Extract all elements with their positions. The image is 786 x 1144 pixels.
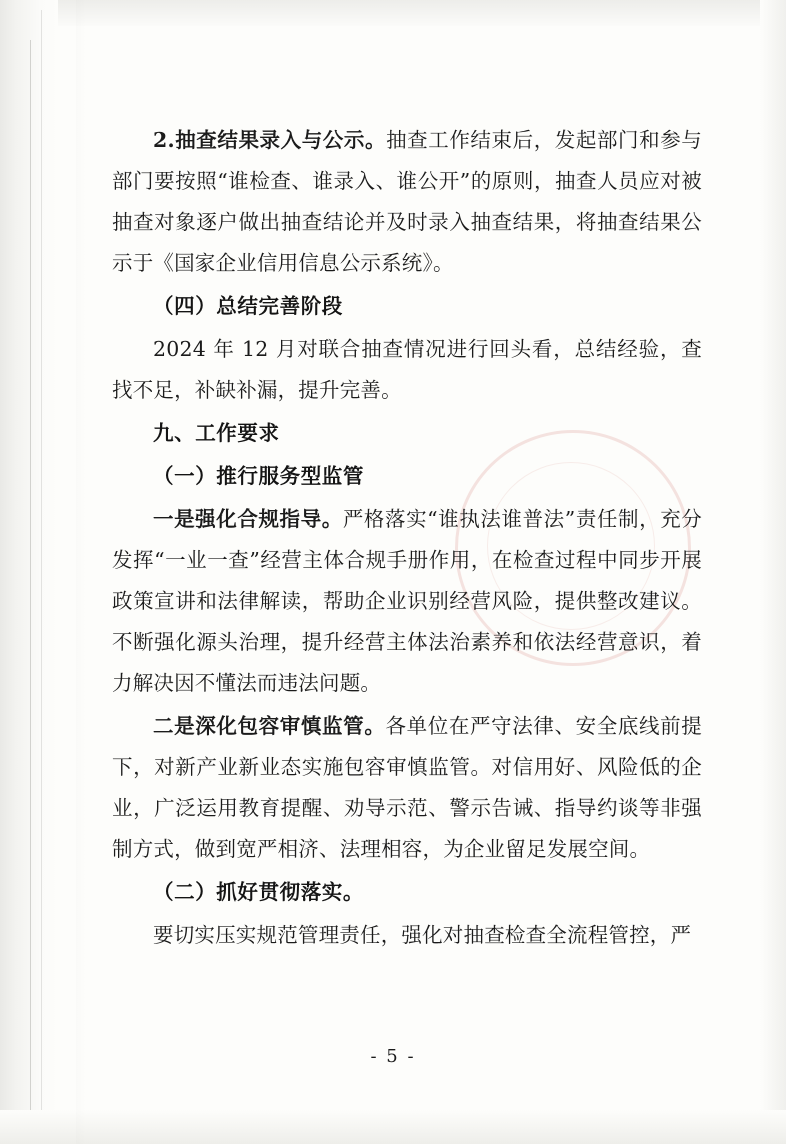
- heading-service-oriented-supervision: （一）推行服务型监管: [153, 464, 364, 488]
- paragraph-implementation-body: [112, 915, 702, 956]
- paragraph-lead-label: 二是深化包容审慎监管。: [153, 714, 386, 738]
- paragraph-inclusive-prudent-supervision: [112, 706, 702, 870]
- page-number: - 5 -: [370, 1046, 416, 1067]
- paragraph-summary-stage-body: [112, 329, 702, 411]
- heading-implementation: （二）抓好贯彻落实。: [153, 880, 364, 904]
- paragraph-compliance-guidance: [112, 499, 702, 704]
- scan-edge-bottom: [0, 1110, 786, 1144]
- paragraph-text: 2024 年 12 月对联合抽查情况进行回头看，总结经验，查找不足，补缺补漏，提升完善。: [112, 337, 702, 402]
- heading-summary-stage: （四）总结完善阶段: [153, 294, 343, 318]
- scan-edge-left: [0, 0, 58, 1144]
- paragraph-text: 严格落实“谁执法谁普法”责任制，充分发挥“一业一查”经营主体合规手册作用，在检查过程中同步开展政策宣讲和法律解读，帮助企业识别经营风险，提供整改建议。不断强化源头治理，提升经营主体法治素养和依法经营意识，着力解决因不懂法而违法问题。: [112, 507, 702, 695]
- paragraph-lead-label: 一是强化合规指导。: [153, 507, 343, 531]
- paragraph-text: 抽查工作结束后，发起部门和参与部门要按照“谁检查、谁录入、谁公开”的原则，抽查人员应对被抽查对象逐户做出抽查结论并及时录入抽查结果，将抽查结果公示于《国家企业信用信息公示系统》。: [112, 128, 703, 275]
- paragraph-inspection-results: [112, 120, 702, 284]
- scan-edge-top: [0, 0, 786, 26]
- paper-fold-shadow: [76, 0, 86, 1144]
- scan-edge-right: [760, 0, 786, 1144]
- paragraph-text: 要切实压实规范管理责任，强化对抽查检查全流程管控，严: [153, 923, 692, 947]
- document-body: [112, 120, 702, 958]
- heading-section-nine: 九、工作要求: [153, 421, 280, 445]
- paragraph-lead-label: 2.抽查结果录入与公示。: [153, 128, 387, 152]
- paragraph-text: 各单位在严守法律、安全底线前提下，对新产业新业态实施包容审慎监管。对信用好、风险低的企业，广泛运用教育提醒、劝导示范、警示告诫、指导约谈等非强制方式，做到宽严相济、法理相容，为企业留足发展空间。: [112, 714, 702, 861]
